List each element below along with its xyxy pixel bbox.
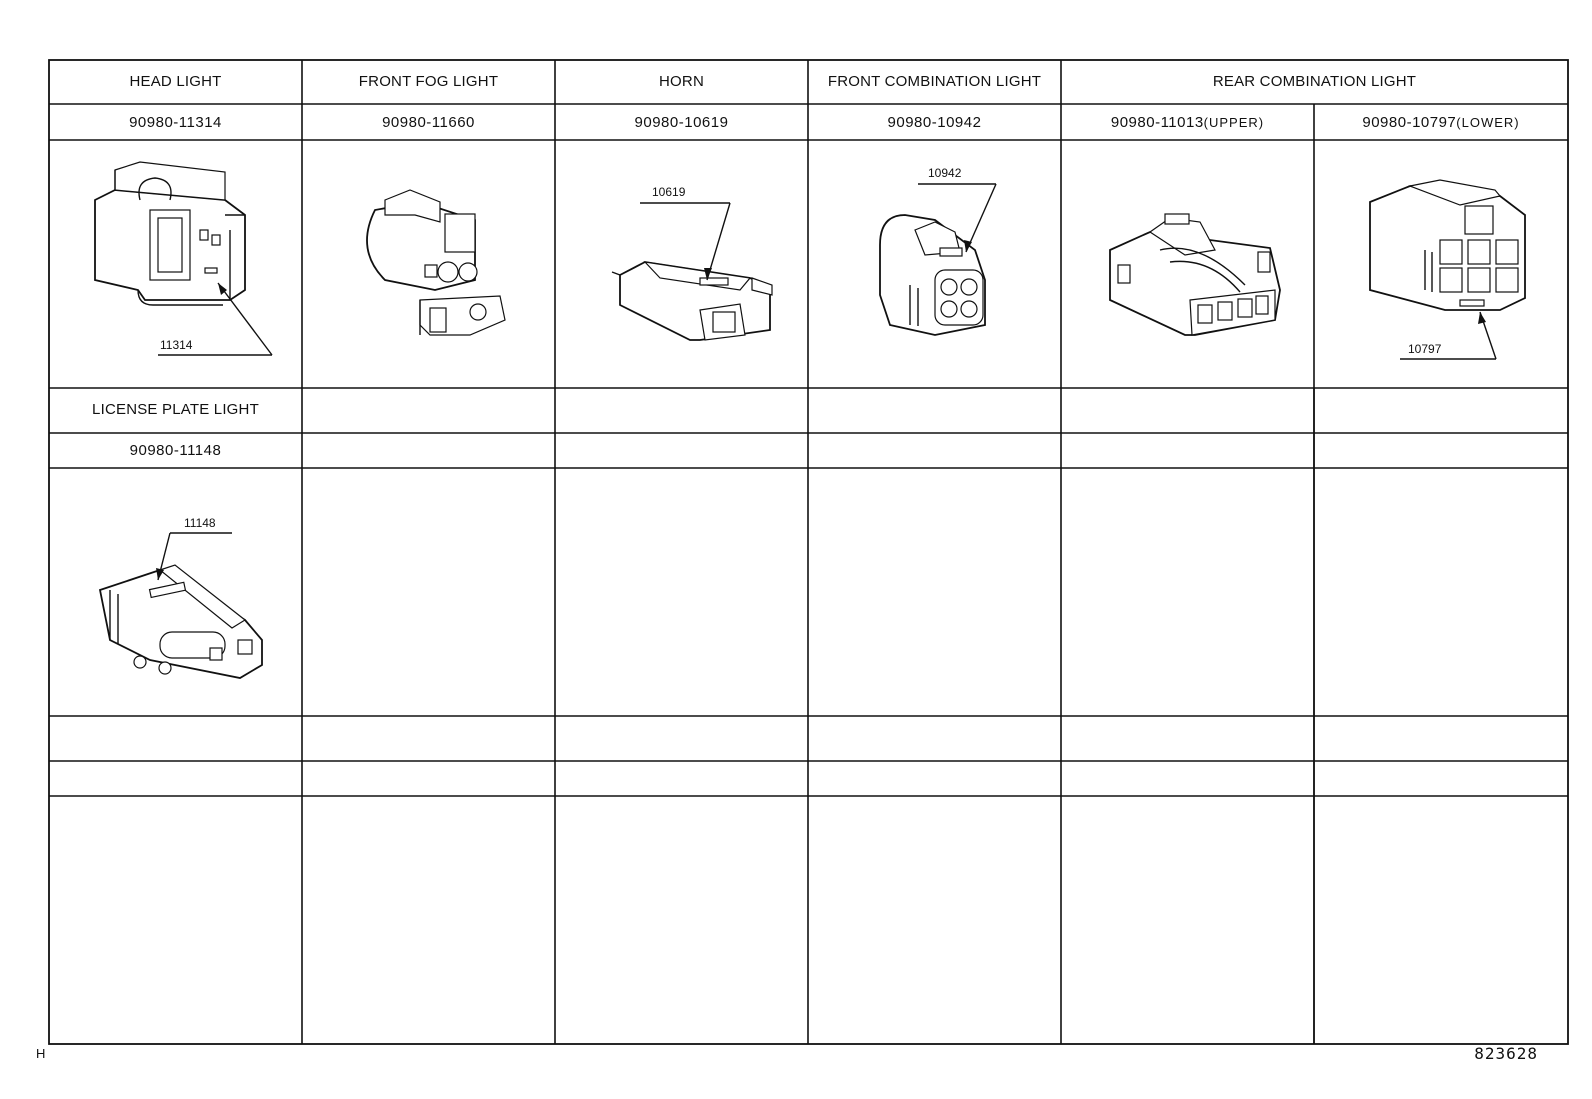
rear-lower-callout: 10797	[1408, 342, 1442, 356]
part-number-value: 90980-10619	[634, 114, 729, 131]
footer-left-mark: H	[36, 1046, 46, 1061]
part-number-head-light	[49, 114, 302, 131]
part-number-value: 90980-10942	[887, 114, 982, 131]
front-fog-light-connector-drawing	[367, 190, 505, 335]
part-number-horn	[555, 114, 808, 131]
license-plate-connector-drawing	[100, 516, 262, 678]
part-number-value: 90980-11314	[129, 114, 222, 131]
header-head-light: HEAD LIGHT	[129, 73, 222, 90]
header-rear-combination-light: REAR COMBINATION LIGHT	[1212, 73, 1417, 90]
header-front-combination-light: FRONT COMBINATION LIGHT	[827, 73, 1042, 90]
license-plate-callout: 11148	[184, 516, 216, 530]
part-number-suffix: (LOWER)	[1456, 115, 1520, 130]
part-number-suffix: (UPPER)	[1203, 115, 1265, 130]
front-combination-connector-drawing	[880, 166, 996, 335]
front-combination-callout: 10942	[928, 166, 962, 180]
part-number-front-combination	[808, 114, 1061, 131]
head-light-callout: 11314	[160, 338, 193, 352]
rear-combination-lower-connector-drawing	[1370, 180, 1525, 359]
footer-document-number: 823628	[1474, 1044, 1538, 1063]
part-number-value: 90980-10797	[1362, 114, 1457, 131]
part-number-rear-upper	[1061, 114, 1314, 131]
part-number-license-plate: 90980-11148	[129, 442, 222, 459]
header-front-fog-light: FRONT FOG LIGHT	[358, 73, 499, 90]
horn-connector-drawing	[612, 185, 772, 340]
part-number-rear-lower	[1314, 114, 1568, 131]
horn-callout: 10619	[652, 185, 686, 199]
part-number-front-fog-light	[302, 114, 555, 131]
head-light-connector-drawing	[95, 162, 272, 355]
part-number-value: 90980-11660	[382, 114, 475, 131]
header-horn: HORN	[659, 73, 704, 90]
part-number-value: 90980-11013	[1110, 114, 1204, 131]
rear-combination-upper-connector-drawing	[1110, 214, 1280, 335]
header-license-plate-light: LICENSE PLATE LIGHT	[92, 401, 259, 418]
